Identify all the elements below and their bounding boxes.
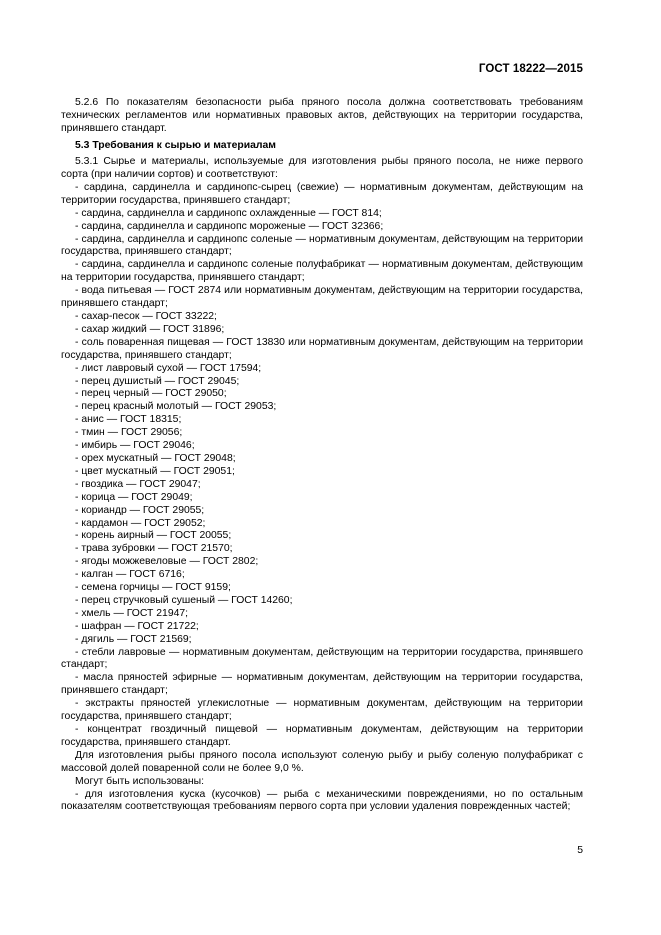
list-item: - перец черный — ГОСТ 29050; xyxy=(75,388,227,400)
list-item: - калган — ГОСТ 6716; xyxy=(75,569,185,581)
list-item: - лист лавровый сухой — ГОСТ 17594; xyxy=(75,362,262,374)
list-item: - перец душистый — ГОСТ 29045; xyxy=(75,375,240,387)
list-item: - сахар-песок — ГОСТ 33222; xyxy=(75,311,217,322)
document-body xyxy=(61,97,583,814)
list-item: - гвоздика — ГОСТ 29047; xyxy=(75,478,201,490)
list-item: - имбирь — ГОСТ 29046; xyxy=(75,440,195,452)
list-item: - вода питьевая — ГОСТ 2874 или нормативным документам, действующим на территории государства, принявшего стандарт; xyxy=(61,285,583,310)
materials-list xyxy=(61,182,583,750)
list-item: - анис — ГОСТ 18315; xyxy=(75,414,182,426)
list-item: - дягиль — ГОСТ 21569; xyxy=(75,633,192,645)
paragraph-may-use: Могут быть использованы: xyxy=(75,775,205,787)
list-item: - экстракты пряностей углекислотные — нормативным документам, действующим на территории государства, принявшего стандарт; xyxy=(61,698,583,723)
list-item: - сардина, сардинелла и сардинопс-сырец (свежие) — нормативным документам, действующим на территории государства, принявшего стандарт; xyxy=(61,181,583,206)
list-item: - кориандр — ГОСТ 29055; xyxy=(75,504,205,516)
list-item: - семена горчицы — ГОСТ 9159; xyxy=(75,582,231,594)
page-number: 5 xyxy=(577,845,583,856)
list-item: - корица — ГОСТ 29049; xyxy=(75,491,193,503)
list-item: - сардина, сардинелла и сардинопс охлажденные — ГОСТ 814; xyxy=(75,207,382,219)
list-item: - кардамон — ГОСТ 29052; xyxy=(75,517,206,529)
list-item: - масла пряностей эфирные — нормативным документам, действующим на территории государства, принявшего стандарт; xyxy=(61,672,583,697)
list-item: - цвет мускатный — ГОСТ 29051; xyxy=(75,465,235,477)
list-item: - сардина, сардинелла и сардинопс соленые — нормативным документам, действующим на территории государства, принявшего стандарт; xyxy=(61,233,583,258)
list-item: - хмель — ГОСТ 21947; xyxy=(75,607,189,619)
paragraph-pieces: - для изготовления куска (кусочков) — рыба с механическими повреждениями, но по остальным показателям соответствующая требованиям первого сорта при условии удаления поврежденных частей; xyxy=(61,788,583,813)
paragraph-5-2-6: 5.2.6 По показателям безопасности рыба пряного посола должна соответствовать требованиям технических регламентов или нормативных правовых актов, действующих на территории государства, принявшего стандарт. xyxy=(61,97,583,134)
list-item: - шафран — ГОСТ 21722; xyxy=(75,620,199,632)
list-item: - трава зубровки — ГОСТ 21570; xyxy=(75,543,233,555)
section-heading-5-3: 5.3 Требования к сырью и материалам xyxy=(75,140,276,152)
list-item: - концентрат гвоздичный пищевой — нормативным документам, действующим на территории государства, принявшего стандарт. xyxy=(61,724,583,748)
list-item: - соль поваренная пищевая — ГОСТ 13830 или нормативным документам, действующим на территории государства, принявшего стандарт; xyxy=(61,336,583,361)
list-item: - стебли лавровые — нормативным документам, действующим на территории государства, принявшего стандарт; xyxy=(61,646,583,671)
list-item: - сардина, сардинелла и сардинопс мороженые — ГОСТ 32366; xyxy=(75,220,384,232)
document-code: ГОСТ 18222—2015 xyxy=(478,63,583,75)
list-item: - ягоды можжевеловые — ГОСТ 2802; xyxy=(75,556,259,568)
list-item: - орех мускатный — ГОСТ 29048; xyxy=(75,452,236,464)
paragraph-5-3-1-intro: 5.3.1 Сырье и материалы, используемые для изготовления рыбы пряного посола, не ниже первого сорта (при наличии сортов) и соответствуют: xyxy=(61,156,583,181)
list-item: - сахар жидкий — ГОСТ 31896; xyxy=(75,323,225,335)
list-item: - сардина, сардинелла и сардинопс соленые полуфабрикат — нормативным документам, действующим на территории государства, принявшего стандарт; xyxy=(61,259,583,284)
list-item: - тмин — ГОСТ 29056; xyxy=(75,427,183,439)
paragraph-salted-fish: Для изготовления рыбы пряного посола используют соленую рыбу и рыбу соленую полуфабрикат с массовой долей поваренной соли не более 9,0 %. xyxy=(61,749,583,774)
list-item: - перец стручковый сушеный — ГОСТ 14260; xyxy=(75,594,293,606)
list-item: - перец красный молотый — ГОСТ 29053; xyxy=(75,401,277,413)
list-item: - корень аирный — ГОСТ 20055; xyxy=(75,530,232,542)
